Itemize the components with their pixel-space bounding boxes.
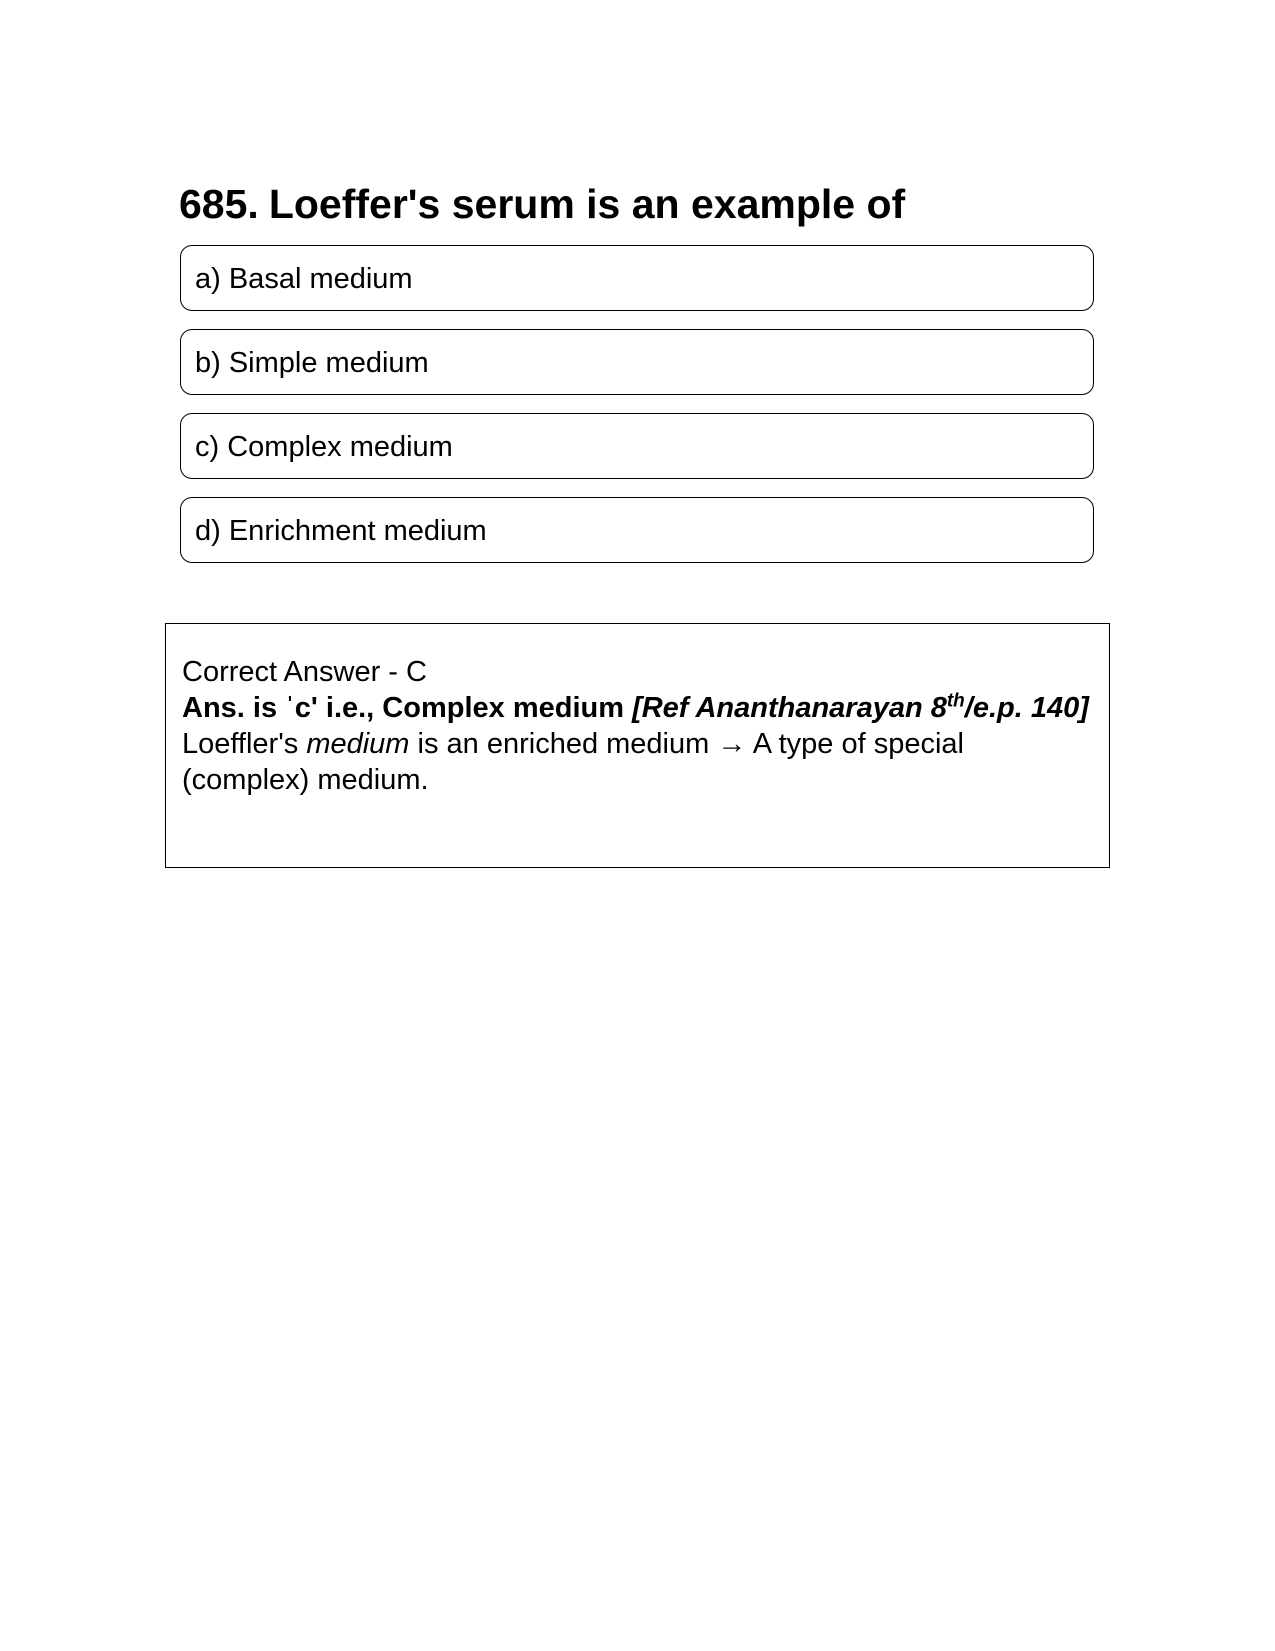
- reference-part-1: [Ref Ananthanarayan 8: [632, 692, 947, 724]
- reference-part-2: /e.p. 140]: [964, 692, 1089, 724]
- reference-superscript: th: [946, 690, 965, 712]
- option-b-label: b) Simple medium: [195, 347, 429, 379]
- answer-statement: Ans. is ˈc' i.e., Complex medium: [182, 692, 633, 724]
- answer-reference-line: [182, 690, 1093, 726]
- explanation-italic: medium: [306, 728, 410, 760]
- option-c[interactable]: [180, 413, 1094, 479]
- explanation-part-1: Loeffler's: [182, 728, 307, 760]
- question-text: Loeffer's serum is an example of: [268, 181, 906, 227]
- option-a-label: a) Basal medium: [195, 263, 413, 295]
- reference-citation: [632, 692, 1089, 724]
- option-b[interactable]: [180, 329, 1094, 395]
- answer-explanation-box: [165, 623, 1110, 868]
- question-title: [179, 178, 905, 230]
- option-c-label: c) Complex medium: [195, 431, 453, 463]
- correct-answer-line: Correct Answer - C: [182, 656, 427, 688]
- explanation-part-2: is an enriched medium → A type of special (complex) medium.: [182, 728, 964, 796]
- option-d-label: d) Enrichment medium: [195, 515, 487, 547]
- option-d[interactable]: [180, 497, 1094, 563]
- option-a[interactable]: [180, 245, 1094, 311]
- question-number: 685.: [179, 181, 259, 227]
- explanation-text: [182, 726, 1093, 798]
